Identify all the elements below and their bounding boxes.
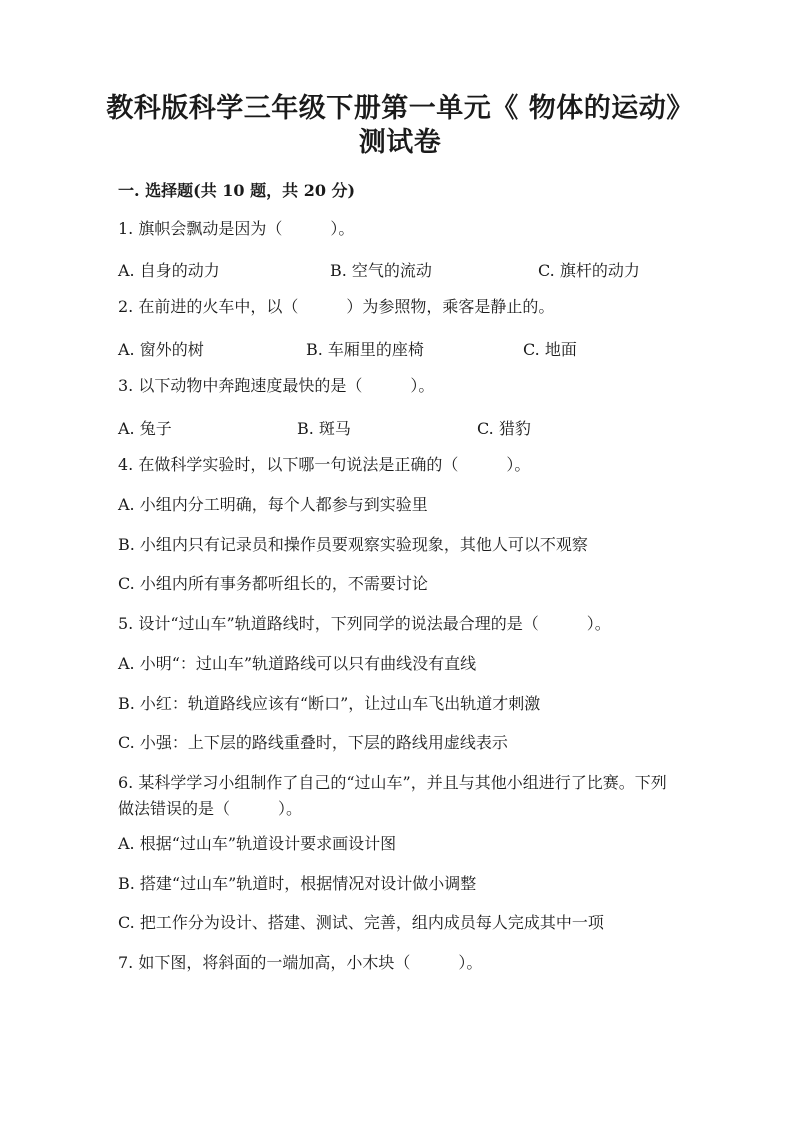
- question-4-option-c[interactable]: C. 小组内所有事务都听组长的，不需要讨论: [118, 574, 428, 593]
- question-4-stem: 4. 在做科学实验时，以下哪一句说法是正确的（ ）。: [118, 455, 531, 474]
- question-6-stem: 6. 某科学学习小组制作了自己的“过山车”，并且与其他小组进行了比赛。下列做法错误的是（ ）。: [118, 773, 667, 818]
- question-3-option-a[interactable]: A. 兔子: [118, 419, 172, 438]
- question-2-option-a[interactable]: A. 窗外的树: [118, 340, 204, 359]
- question-1-stem: 1. 旗帜会飘动是因为（ ）。: [118, 219, 355, 238]
- question-2-stem: 2. 在前进的火车中，以（ ）为参照物，乘客是静止的。: [118, 297, 555, 316]
- question-1-option-a[interactable]: A. 自身的动力: [118, 261, 220, 280]
- question-5-option-a[interactable]: A. 小明“：过山车”轨道路线可以只有曲线没有直线: [118, 654, 477, 673]
- section-heading: 一. 选择题(共 10 题，共 20 分): [118, 181, 356, 200]
- question-4-option-b[interactable]: B. 小组内只有记录员和操作员要观察实验现象，其他人可以不观察: [118, 535, 588, 554]
- question-7-stem: 7. 如下图，将斜面的一端加高，小木块（ ）。: [118, 953, 483, 972]
- question-5-option-b[interactable]: B. 小红：轨道路线应该有“断口”，让过山车飞出轨道才刺激: [118, 694, 541, 713]
- question-6-option-b[interactable]: B. 搭建“过山车”轨道时，根据情况对设计做小调整: [118, 874, 477, 893]
- question-1-option-b[interactable]: B. 空气的流动: [330, 261, 432, 280]
- page-title: 教科版科学三年级下册第一单元《 物体的运动》测试卷: [106, 93, 694, 158]
- question-6-option-c[interactable]: C. 把工作分为设计、搭建、测试、完善，组内成员每人完成其中一项: [118, 913, 604, 932]
- question-3-option-c[interactable]: C. 猎豹: [477, 419, 531, 438]
- question-1-option-c[interactable]: C. 旗杆的动力: [538, 261, 640, 280]
- question-5-option-c[interactable]: C. 小强：上下层的路线重叠时，下层的路线用虚线表示: [118, 733, 508, 752]
- question-4-option-a[interactable]: A. 小组内分工明确，每个人都参与到实验里: [118, 495, 428, 514]
- question-3-option-b[interactable]: B. 斑马: [297, 419, 351, 438]
- question-3-stem: 3. 以下动物中奔跑速度最快的是（ ）。: [118, 376, 435, 395]
- question-2-option-c[interactable]: C. 地面: [523, 340, 577, 359]
- question-5-stem: 5. 设计“过山车”轨道路线时，下列同学的说法最合理的是（ ）。: [118, 614, 611, 633]
- question-2-option-b[interactable]: B. 车厢里的座椅: [306, 340, 424, 359]
- question-6-option-a[interactable]: A. 根据“过山车”轨道设计要求画设计图: [118, 834, 397, 853]
